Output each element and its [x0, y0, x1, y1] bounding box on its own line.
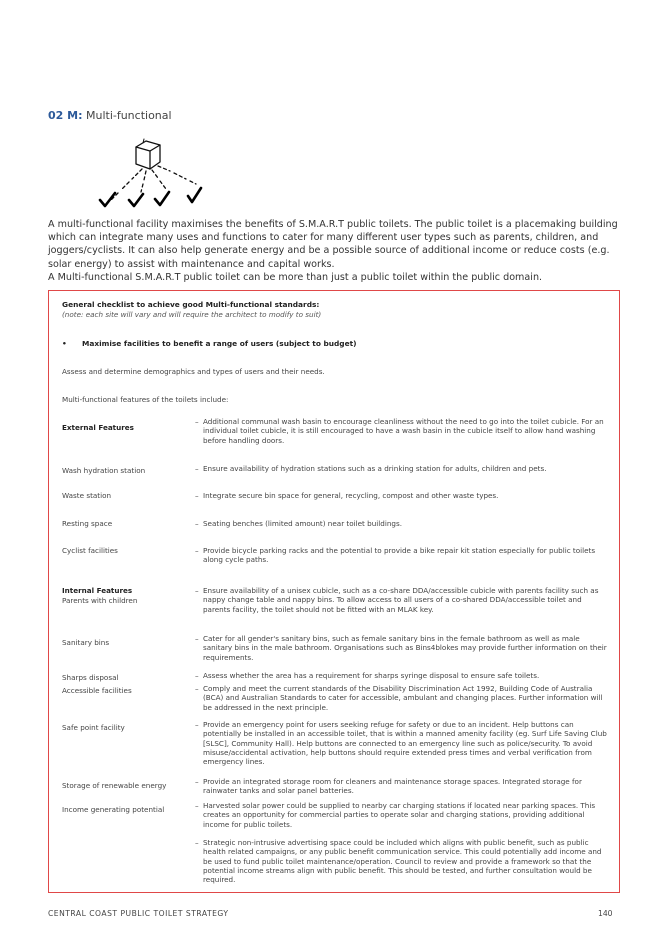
dash: –: [195, 586, 199, 595]
dash: –: [195, 519, 199, 528]
feature-text: Seating benches (limited amount) near toilet buildings.: [203, 519, 402, 528]
checklist-bullet: [62, 339, 357, 348]
feature-text: Integrate secure bin space for general, recycling, compost and other waste types.: [203, 491, 499, 500]
feature-label: Sharps disposal: [62, 673, 119, 682]
feature-label: Resting space: [62, 519, 113, 528]
feature-label: Cyclist facilities: [62, 546, 118, 555]
dash: –: [195, 801, 199, 810]
feature-label: Wash hydration station: [62, 466, 146, 475]
dash: –: [195, 671, 199, 680]
intro-paragraph: A Multi-functional S.M.A.R.T public toilet can be more than just a public toilet within the public domain.: [48, 271, 543, 283]
dash: –: [195, 777, 199, 786]
dash: –: [195, 464, 199, 473]
footer-document-title: CENTRAL COAST PUBLIC TOILET STRATEGY: [48, 909, 229, 918]
feature-text: Harvested solar power could be supplied to nearby car charging stations if located near parking spaces. This creates an opportunity for commercial parties to operate solar and charging stations, providing additional income for public toilets.: [203, 801, 596, 829]
feature-text: Provide bicycle parking racks and the potential to provide a bike repair kit station especially for public toilets along cycle paths.: [203, 546, 596, 565]
feature-text: Provide an integrated storage room for cleaners and maintenance storage spaces. Integrated storage for rainwater tanks and solar panel batteries.: [203, 777, 582, 796]
feature-label: Sanitary bins: [62, 638, 110, 647]
checklist-box: [48, 290, 620, 893]
intro-paragraph: A multi-functional facility maximises the benefits of S.M.A.R.T public toilets. The public toilet is a placemaking building which can integrate many uses and functions to cater for many different user types such as parents, children, and joggers/cyclists. It can also help generate energy and be a possible source of additional income or reduce costs (e.g. solar energy) to assist with maintenance and capital works.: [48, 219, 618, 270]
feature-label: Waste station: [62, 491, 112, 500]
feature-text: Ensure availability of hydration stations such as a drinking station for adults, children and pets.: [203, 464, 547, 473]
feature-label: Income generating potential: [62, 805, 165, 814]
checklist-paragraph: Assess and determine demographics and types of users and their needs.: [62, 367, 325, 376]
dash: –: [195, 838, 199, 847]
feature-label: Safe point facility: [62, 723, 125, 732]
section-heading: [48, 109, 172, 122]
feature-text: Provide an emergency point for users seeking refuge for safety or due to an incident. Help buttons can potentially be installed in an accessible toilet, that is within a manned amenity facility (eg. Surf Life Saving Club [SLSC], Community Hall). Help buttons are connected to an emergency line such as police/security. To avoid misuse/accidental activation, help buttons should require extended press times and verbal verification from emergency lines.: [203, 720, 607, 767]
feature-label: External Features: [62, 423, 134, 432]
multi-functional-illustration: [92, 133, 212, 211]
dash: –: [195, 417, 199, 426]
feature-text: Comply and meet the current standards of the Disability Discrimination Act 1992, Building Code of Australia (BCA) and Australian Standards to cater for accessible, ambulant and changing places. Further information will be addressed in the next principle.: [203, 684, 603, 712]
checklist-paragraph: Multi-functional features of the toilets include:: [62, 395, 229, 404]
feature-label: Accessible facilities: [62, 686, 132, 695]
dash: –: [195, 684, 199, 693]
section-code: 02 M:: [48, 109, 83, 122]
feature-text: Assess whether the area has a requirement for sharps syringe disposal to ensure safe toilets.: [203, 671, 540, 680]
feature-text: Strategic non-intrusive advertising space could be included which aligns with public benefit, such as public health related campaigns, or any public benefit communication service. This could potentially add income and be used to fund public toilet maintenance/operation. Council to review and provide a framework so that the potential income streams align with public benefit. This should be tested, and further consultation would be required.: [203, 838, 602, 885]
feature-label: Storage of renewable energy: [62, 781, 167, 790]
dash: –: [195, 491, 199, 500]
dash: –: [195, 634, 199, 643]
feature-label: Parents with children: [62, 596, 138, 605]
feature-text: Additional communal wash basin to encourage cleanliness without the need to go into the toilet cubicle. For an individual toilet cubicle, it is still encouraged to have a wash basin in the cubicle itself to allow hand washing before handling doors.: [203, 417, 604, 445]
feature-text: Ensure availability of a unisex cubicle, such as a co-share DDA/accessible cubicle with parents facility such as nappy change table and nappy bins. To allow access to all users of a co-shared DDA/accessible toilet and parents facility, the toilet should not be fitted with an MLAK key.: [203, 586, 599, 614]
footer-page-number: 140: [598, 909, 613, 918]
section-title: Multi-functional: [85, 109, 172, 122]
bullet-text: Maximise facilities to benefit a range of users (subject to budget): [82, 339, 357, 348]
intro-text: [48, 218, 620, 284]
bullet-dot-icon: •: [62, 339, 67, 348]
checklist-note: (note: each site will vary and will require the architect to modify to suit): [62, 310, 322, 319]
checklist-title: General checklist to achieve good Multi-functional standards:: [62, 300, 320, 309]
dash: –: [195, 546, 199, 555]
feature-section-label: Internal Features: [62, 586, 133, 595]
dash: –: [195, 720, 199, 729]
feature-text: Cater for all gender's sanitary bins, such as female sanitary bins in the female bathroom as well as male sanitary bins in the male bathroom. Organisations such as Bins4blokes may provide further information on their requirements.: [203, 634, 607, 662]
